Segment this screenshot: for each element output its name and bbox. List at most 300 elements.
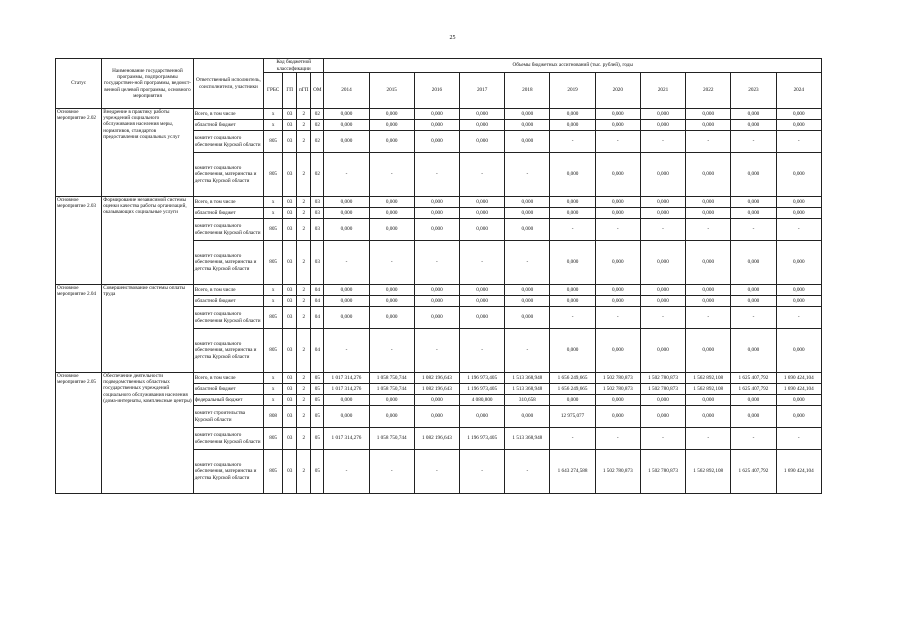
value-cell: 0,000 <box>776 208 821 219</box>
value-cell: 0,000 <box>776 153 821 197</box>
code-cell: 2 <box>297 384 311 395</box>
value-cell: 1 643 274,588 <box>550 450 595 494</box>
code-cell: 02 <box>311 153 324 197</box>
code-cell: 03 <box>283 373 297 384</box>
value-cell: 1 625 407,792 <box>731 384 776 395</box>
value-cell: 0,000 <box>550 197 595 208</box>
value-cell: - <box>460 450 505 494</box>
value-cell: 0,000 <box>640 285 685 296</box>
header-year-2020: 2020 <box>595 73 640 109</box>
value-cell: 0,000 <box>505 219 550 241</box>
value-cell: 0,000 <box>550 109 595 120</box>
value-cell: - <box>505 450 550 494</box>
code-cell: 03 <box>311 241 324 285</box>
value-cell: 0,000 <box>595 197 640 208</box>
source-cell: федеральный бюджет <box>193 395 263 406</box>
value-cell: 1 017 314,276 <box>324 428 369 450</box>
value-cell: 0,000 <box>686 153 731 197</box>
value-cell: 0,000 <box>550 395 595 406</box>
value-cell: 0,000 <box>505 296 550 307</box>
value-cell: - <box>731 307 776 329</box>
code-cell: х <box>264 120 283 131</box>
code-cell: 03 <box>283 307 297 329</box>
code-cell: 03 <box>283 285 297 296</box>
value-cell: 0,000 <box>776 120 821 131</box>
value-cell: 0,000 <box>505 120 550 131</box>
measure-name-cell: Совершенствование системы оплаты труда <box>102 285 193 373</box>
value-cell: 0,000 <box>550 120 595 131</box>
table-row <box>56 197 822 208</box>
value-cell: 0,000 <box>460 406 505 428</box>
header-code-0: ГРБС <box>264 73 283 109</box>
value-cell: 1 690 424,104 <box>776 384 821 395</box>
value-cell: 0,000 <box>414 219 459 241</box>
value-cell: 0,000 <box>324 395 369 406</box>
value-cell: - <box>731 428 776 450</box>
value-cell: 0,000 <box>776 197 821 208</box>
value-cell: 1 502 780,873 <box>640 384 685 395</box>
value-cell: 0,000 <box>324 109 369 120</box>
value-cell: 0,000 <box>460 109 505 120</box>
value-cell: 1 082 196,643 <box>414 428 459 450</box>
value-cell: 0,000 <box>324 197 369 208</box>
code-cell: 805 <box>264 329 283 373</box>
header-year-2018: 2018 <box>505 73 550 109</box>
value-cell: 0,000 <box>550 153 595 197</box>
code-cell: 05 <box>311 395 324 406</box>
code-cell: 02 <box>311 109 324 120</box>
value-cell: - <box>776 219 821 241</box>
code-cell: 2 <box>297 131 311 153</box>
value-cell: 0,000 <box>324 120 369 131</box>
value-cell: - <box>505 241 550 285</box>
source-cell: комитет социального обеспечения, материнства и детства Курской области <box>193 329 263 373</box>
code-cell: х <box>264 109 283 120</box>
value-cell: 0,000 <box>776 406 821 428</box>
code-cell: 2 <box>297 373 311 384</box>
value-cell: 0,000 <box>505 109 550 120</box>
value-cell: 1 082 196,643 <box>414 384 459 395</box>
status-cell: Основное мероприятие 2.03 <box>56 197 102 285</box>
value-cell: 0,000 <box>369 109 414 120</box>
value-cell: - <box>505 153 550 197</box>
value-cell: 1 656 249,665 <box>550 384 595 395</box>
source-cell: комитет социального обеспечения Курской области <box>193 219 263 241</box>
code-cell: 05 <box>311 450 324 494</box>
code-cell: 805 <box>264 428 283 450</box>
value-cell: 0,000 <box>369 285 414 296</box>
value-cell: 0,000 <box>640 197 685 208</box>
value-cell: - <box>369 450 414 494</box>
value-cell: 1 017 314,276 <box>324 384 369 395</box>
value-cell: - <box>640 219 685 241</box>
value-cell: 0,000 <box>369 395 414 406</box>
page-number: 25 <box>449 35 456 41</box>
value-cell: 0,000 <box>369 197 414 208</box>
value-cell: - <box>550 428 595 450</box>
source-cell: Всего, в том числе <box>193 285 263 296</box>
header-code-1: ГП <box>283 73 297 109</box>
value-cell: 1 513 368,948 <box>505 384 550 395</box>
code-cell: 03 <box>311 208 324 219</box>
value-cell: 0,000 <box>324 131 369 153</box>
code-cell: 02 <box>311 131 324 153</box>
code-cell: 2 <box>297 208 311 219</box>
code-cell: 03 <box>283 197 297 208</box>
header-year-2024: 2024 <box>776 73 821 109</box>
value-cell: - <box>686 131 731 153</box>
value-cell: 0,000 <box>731 406 776 428</box>
value-cell: - <box>414 329 459 373</box>
code-cell: 2 <box>297 329 311 373</box>
code-cell: 03 <box>283 208 297 219</box>
value-cell: 1 502 780,873 <box>595 373 640 384</box>
source-cell: областной бюджет <box>193 384 263 395</box>
source-cell: комитет социального обеспечения, материнства и детства Курской области <box>193 450 263 494</box>
value-cell: 0,000 <box>550 329 595 373</box>
code-cell: 2 <box>297 428 311 450</box>
header-name: Наименование государственной программы, подпрограммы государствен-ной программы, ведомст-венной целевой программы, основного мероприятия <box>102 59 193 109</box>
value-cell: 0,000 <box>595 241 640 285</box>
value-cell: 1 690 424,104 <box>776 373 821 384</box>
value-cell: 0,000 <box>460 296 505 307</box>
code-cell: 03 <box>283 219 297 241</box>
value-cell: 0,000 <box>686 395 731 406</box>
value-cell: 0,000 <box>640 153 685 197</box>
header-year-2019: 2019 <box>550 73 595 109</box>
code-cell: 05 <box>311 406 324 428</box>
value-cell: 0,000 <box>414 131 459 153</box>
value-cell: 0,000 <box>640 406 685 428</box>
value-cell: 1 502 780,873 <box>640 450 685 494</box>
value-cell: 0,000 <box>414 395 459 406</box>
value-cell: - <box>550 131 595 153</box>
value-cell: 1 196 973,405 <box>460 384 505 395</box>
code-cell: 2 <box>297 153 311 197</box>
code-cell: 2 <box>297 120 311 131</box>
code-cell: 805 <box>264 219 283 241</box>
code-cell: х <box>264 296 283 307</box>
value-cell: 0,000 <box>369 120 414 131</box>
value-cell: - <box>324 329 369 373</box>
value-cell: - <box>776 131 821 153</box>
value-cell: 1 058 750,744 <box>369 373 414 384</box>
value-cell: 0,000 <box>731 120 776 131</box>
value-cell: 0,000 <box>686 197 731 208</box>
value-cell: 0,000 <box>369 296 414 307</box>
value-cell: 0,000 <box>686 406 731 428</box>
status-cell: Основное мероприятие 2.04 <box>56 285 102 373</box>
value-cell: 0,000 <box>550 208 595 219</box>
value-cell: 0,000 <box>686 208 731 219</box>
header-year-2017: 2017 <box>460 73 505 109</box>
code-cell: 03 <box>283 153 297 197</box>
code-cell: 805 <box>264 241 283 285</box>
source-cell: комитет социального обеспечения Курской области <box>193 428 263 450</box>
table-row <box>56 285 822 296</box>
source-cell: Всего, в том числе <box>193 109 263 120</box>
code-cell: 03 <box>311 219 324 241</box>
value-cell: - <box>776 307 821 329</box>
value-cell: 0,000 <box>550 241 595 285</box>
value-cell: 0,000 <box>414 208 459 219</box>
value-cell: 0,000 <box>731 329 776 373</box>
value-cell: - <box>595 219 640 241</box>
value-cell: 0,000 <box>414 296 459 307</box>
value-cell: 1 562 892,108 <box>686 373 731 384</box>
value-cell: 0,000 <box>731 395 776 406</box>
value-cell: - <box>731 131 776 153</box>
source-cell: Всего, в том числе <box>193 373 263 384</box>
value-cell: 0,000 <box>505 208 550 219</box>
source-cell: областной бюджет <box>193 296 263 307</box>
value-cell: - <box>324 450 369 494</box>
value-cell: 0,000 <box>460 131 505 153</box>
value-cell: 310,658 <box>505 395 550 406</box>
source-cell: областной бюджет <box>193 120 263 131</box>
value-cell: 0,000 <box>505 307 550 329</box>
value-cell: 1 082 196,643 <box>414 373 459 384</box>
value-cell: 0,000 <box>369 219 414 241</box>
value-cell: 1 058 750,744 <box>369 384 414 395</box>
value-cell: 0,000 <box>414 285 459 296</box>
value-cell: 1 058 750,744 <box>369 428 414 450</box>
code-cell: 2 <box>297 197 311 208</box>
value-cell: 0,000 <box>505 197 550 208</box>
source-cell: Всего, в том числе <box>193 197 263 208</box>
value-cell: 0,000 <box>686 241 731 285</box>
header-year-2014: 2014 <box>324 73 369 109</box>
header-status: Статус <box>56 59 102 109</box>
value-cell: 0,000 <box>731 241 776 285</box>
code-cell: 03 <box>283 395 297 406</box>
value-cell: 0,000 <box>776 395 821 406</box>
code-cell: 805 <box>264 153 283 197</box>
code-cell: 2 <box>297 241 311 285</box>
value-cell: 0,000 <box>595 406 640 428</box>
header-year-2016: 2016 <box>414 73 459 109</box>
value-cell: 0,000 <box>776 109 821 120</box>
value-cell: 0,000 <box>324 219 369 241</box>
header-year-2021: 2021 <box>640 73 685 109</box>
header-code-2: пГП <box>297 73 311 109</box>
code-cell: 03 <box>283 428 297 450</box>
value-cell: 0,000 <box>324 307 369 329</box>
value-cell: - <box>776 428 821 450</box>
source-cell: областной бюджет <box>193 208 263 219</box>
code-cell: 04 <box>311 285 324 296</box>
value-cell: 0,000 <box>686 329 731 373</box>
code-cell: 03 <box>283 131 297 153</box>
table-row <box>56 109 822 120</box>
code-cell: 805 <box>264 307 283 329</box>
value-cell: 4 080,800 <box>460 395 505 406</box>
code-cell: 03 <box>283 296 297 307</box>
code-cell: 808 <box>264 406 283 428</box>
value-cell: 0,000 <box>414 197 459 208</box>
code-cell: 2 <box>297 307 311 329</box>
code-cell: 2 <box>297 406 311 428</box>
value-cell: 0,000 <box>731 109 776 120</box>
value-cell: - <box>686 307 731 329</box>
source-cell: комитет социального обеспечения, материнства и детства Курской области <box>193 153 263 197</box>
code-cell: х <box>264 384 283 395</box>
measure-name-cell: Формирование независимой системы оценки качества работы организаций, оказывающих социальные услуги <box>102 197 193 285</box>
value-cell: 0,000 <box>640 109 685 120</box>
value-cell: - <box>731 219 776 241</box>
value-cell: 1 502 780,873 <box>595 384 640 395</box>
value-cell: - <box>686 428 731 450</box>
code-cell: 03 <box>283 406 297 428</box>
value-cell: - <box>505 329 550 373</box>
code-cell: 03 <box>283 109 297 120</box>
value-cell: 0,000 <box>686 285 731 296</box>
value-cell: 0,000 <box>640 120 685 131</box>
header-executor: Ответственный исполнитель, соисполнители, участники <box>193 59 263 109</box>
value-cell: 0,000 <box>686 120 731 131</box>
value-cell: 0,000 <box>776 241 821 285</box>
value-cell: - <box>550 307 595 329</box>
value-cell: 0,000 <box>369 406 414 428</box>
code-cell: 2 <box>297 450 311 494</box>
value-cell: 0,000 <box>595 208 640 219</box>
value-cell: 0,000 <box>595 120 640 131</box>
value-cell: 0,000 <box>369 307 414 329</box>
code-cell: 03 <box>283 384 297 395</box>
value-cell: - <box>414 241 459 285</box>
measure-name-cell: Обеспечение деятельности подведомственных областных государственных учреждений социального обслуживания населения (дома-интернаты, комплексные центры) <box>102 373 193 494</box>
code-cell: 05 <box>311 428 324 450</box>
value-cell: - <box>595 131 640 153</box>
value-cell: - <box>460 241 505 285</box>
table-row <box>56 373 822 384</box>
code-cell: 2 <box>297 109 311 120</box>
value-cell: 0,000 <box>324 406 369 428</box>
code-cell: 03 <box>283 241 297 285</box>
value-cell: 1 513 368,948 <box>505 428 550 450</box>
budget-table <box>55 58 822 494</box>
value-cell: 0,000 <box>550 296 595 307</box>
value-cell: 1 502 780,873 <box>595 450 640 494</box>
value-cell: 0,000 <box>640 329 685 373</box>
measure-name-cell: Внедрение в практику работы учреждений социального обслуживания населения меры, нормативов, стандартов предоставления социальных услуг <box>102 109 193 197</box>
code-cell: 2 <box>297 296 311 307</box>
value-cell: 0,000 <box>731 296 776 307</box>
value-cell: 0,000 <box>505 131 550 153</box>
code-cell: 03 <box>283 450 297 494</box>
value-cell: 0,000 <box>460 120 505 131</box>
code-cell: х <box>264 197 283 208</box>
value-cell: 0,000 <box>505 406 550 428</box>
value-cell: 0,000 <box>595 109 640 120</box>
code-cell: 04 <box>311 296 324 307</box>
value-cell: 1 502 780,873 <box>640 373 685 384</box>
value-cell: - <box>414 450 459 494</box>
code-cell: х <box>264 285 283 296</box>
value-cell: 0,000 <box>640 296 685 307</box>
value-cell: 0,000 <box>595 285 640 296</box>
value-cell: 1 656 249,665 <box>550 373 595 384</box>
code-cell: 04 <box>311 329 324 373</box>
value-cell: - <box>369 329 414 373</box>
value-cell: - <box>460 153 505 197</box>
code-cell: 03 <box>311 197 324 208</box>
value-cell: - <box>640 131 685 153</box>
header-year-2015: 2015 <box>369 73 414 109</box>
header-year-2023: 2023 <box>731 73 776 109</box>
value-cell: 0,000 <box>640 241 685 285</box>
code-cell: 2 <box>297 395 311 406</box>
value-cell: 1 562 892,108 <box>686 450 731 494</box>
source-cell: комитет социального обеспечения Курской области <box>193 131 263 153</box>
value-cell: 0,000 <box>369 131 414 153</box>
code-cell: 04 <box>311 307 324 329</box>
code-cell: 05 <box>311 373 324 384</box>
value-cell: 1 562 892,108 <box>686 384 731 395</box>
value-cell: - <box>640 307 685 329</box>
value-cell: 0,000 <box>460 219 505 241</box>
value-cell: 0,000 <box>414 120 459 131</box>
value-cell: 0,000 <box>776 329 821 373</box>
value-cell: 0,000 <box>595 153 640 197</box>
value-cell: 0,000 <box>414 307 459 329</box>
value-cell: - <box>640 428 685 450</box>
value-cell: - <box>595 307 640 329</box>
value-cell: 1 690 424,104 <box>776 450 821 494</box>
value-cell: - <box>595 428 640 450</box>
header-volumes-group: Объемы бюджетных ассигнований (тыс. рублей), годы <box>324 59 822 73</box>
value-cell: 0,000 <box>460 197 505 208</box>
code-cell: 805 <box>264 131 283 153</box>
value-cell: 0,000 <box>505 285 550 296</box>
value-cell: 1 196 973,405 <box>460 373 505 384</box>
code-cell: 02 <box>311 120 324 131</box>
value-cell: 0,000 <box>776 285 821 296</box>
value-cell: 0,000 <box>414 406 459 428</box>
value-cell: 1 513 368,948 <box>505 373 550 384</box>
code-cell: 03 <box>283 329 297 373</box>
code-cell: 03 <box>283 120 297 131</box>
source-cell: комитет социального обеспечения Курской области <box>193 307 263 329</box>
status-cell: Основное мероприятие 2.02 <box>56 109 102 197</box>
code-cell: х <box>264 395 283 406</box>
source-cell: комитет социального обеспечения, материнства и детства Курской области <box>193 241 263 285</box>
header-year-2022: 2022 <box>686 73 731 109</box>
value-cell: 0,000 <box>324 208 369 219</box>
value-cell: - <box>550 219 595 241</box>
value-cell: 0,000 <box>550 285 595 296</box>
value-cell: 0,000 <box>460 307 505 329</box>
value-cell: 0,000 <box>414 109 459 120</box>
value-cell: 0,000 <box>324 296 369 307</box>
code-cell: 2 <box>297 219 311 241</box>
value-cell: - <box>324 241 369 285</box>
value-cell: 0,000 <box>776 296 821 307</box>
value-cell: 1 625 407,792 <box>731 450 776 494</box>
value-cell: - <box>369 153 414 197</box>
value-cell: - <box>414 153 459 197</box>
value-cell: 0,000 <box>460 208 505 219</box>
value-cell: 1 017 314,276 <box>324 373 369 384</box>
value-cell: - <box>460 329 505 373</box>
value-cell: 0,000 <box>595 329 640 373</box>
value-cell: 0,000 <box>731 197 776 208</box>
value-cell: 0,000 <box>731 285 776 296</box>
code-cell: 805 <box>264 450 283 494</box>
code-cell: 2 <box>297 285 311 296</box>
value-cell: 0,000 <box>731 153 776 197</box>
header-codes-group: Код бюджетной классификации <box>264 59 324 73</box>
